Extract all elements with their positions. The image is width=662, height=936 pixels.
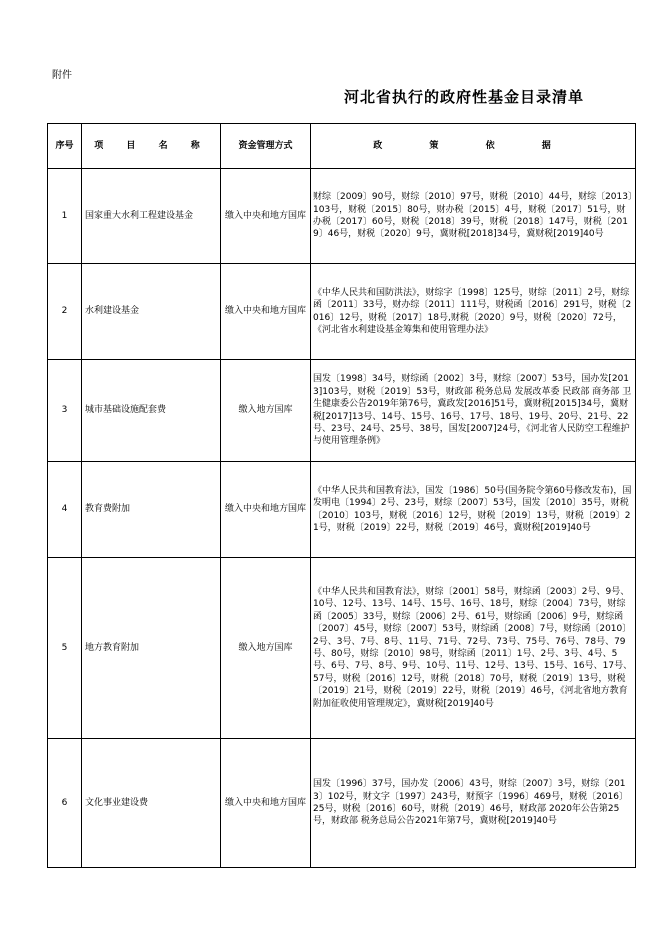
fund-management: 缴入地方国库 [221, 558, 311, 739]
row-number: 4 [48, 462, 82, 558]
item-name: 城市基础设施配套费 [82, 360, 221, 462]
table-header-row [48, 124, 636, 169]
column-header-basis: 政 策 依 据 [311, 124, 636, 169]
table-row [48, 558, 636, 739]
fund-management: 缴入地方国库 [221, 360, 311, 462]
fund-management: 缴入中央和地方国库 [221, 264, 311, 360]
table-row [48, 169, 636, 264]
fund-management: 缴入中央和地方国库 [221, 462, 311, 558]
item-name: 教育费附加 [82, 462, 221, 558]
policy-basis: 国发〔1998〕34号，财综函〔2002〕3号，财综〔2007〕53号，国办发[2013]103号，财税〔2019〕53号，财政部 税务总局 发展改革委 民政部 商务部 卫生健康委公告2019年第76号，冀政发[2016]51号，冀财税[2015]34号，冀财税[2017]13号、14号、15号、16号、17号、18号、19号、20号、21号、22号、23号、24号、25号、38号，国发[2007]24号，《河北省人民防空工程维护与使用管理条例》 [311, 360, 636, 462]
row-number: 2 [48, 264, 82, 360]
table-row [48, 739, 636, 868]
column-header-name: 项 目 名 称 [82, 124, 221, 169]
table-row [48, 264, 636, 360]
row-number: 5 [48, 558, 82, 739]
row-number: 6 [48, 739, 82, 868]
column-header-way: 资金管理方式 [221, 124, 311, 169]
fund-management: 缴入中央和地方国库 [221, 739, 311, 868]
item-name: 水利建设基金 [82, 264, 221, 360]
fund-catalog-table [47, 123, 636, 868]
column-header-no: 序号 [48, 124, 82, 169]
row-number: 3 [48, 360, 82, 462]
table-row [48, 462, 636, 558]
attachment-label: 附件 [52, 70, 72, 81]
item-name: 地方教育附加 [82, 558, 221, 739]
row-number: 1 [48, 169, 82, 264]
policy-basis: 财综〔2009〕90号，财综〔2010〕97号，财税〔2010〕44号，财综〔2013〕103号，财税〔2015〕80号，财办税〔2015〕4号，财税〔2017〕51号，财办税〔2017〕60号，财税〔2018〕39号，财税〔2018〕147号，财税〔2019〕46号，财税〔2020〕9号，冀财税[2018]34号，冀财税[2019]40号 [311, 169, 636, 264]
fund-management: 缴入中央和地方国库 [221, 169, 311, 264]
policy-basis: 《中华人民共和国教育法》，财综〔2001〕58号，财综函〔2003〕2号、9号、10号、12号、13号、14号、15号、16号、18号，财综〔2004〕73号，财综函〔2005〕33号，财综〔2006〕2号、61号，财综函〔2006〕9号，财综函〔2007〕45号，财综〔2007〕53号，财综函〔2008〕7号，财综函〔2010〕2号、3号、7号、8号、11号、71号、72号、73号、75号、76号、78号、79号、80号，财综〔2010〕98号，财综函〔2011〕1号、2号、3号、4号、5号、6号、7号、8号、9号、10号、11号、12号、13号、15号、16号、17号、57号，财税〔2016〕12号，财税〔2018〕70号，财税〔2019〕13号，财税〔2019〕21号，财税〔2019〕22号，财税〔2019〕46号，《河北省地方教育附加征收使用管理规定》，冀财税[2019]40号 [311, 558, 636, 739]
item-name: 文化事业建设费 [82, 739, 221, 868]
policy-basis: 《中华人民共和国防洪法》，财综字〔1998〕125号，财综〔2011〕2号，财综函〔2011〕33号，财办综〔2011〕111号，财税函〔2016〕291号，财税〔2016〕12号，财税〔2017〕18号,财税〔2020〕9号，财税〔2020〕72号，《河北省水利建设基金筹集和使用管理办法》 [311, 264, 636, 360]
policy-basis: 《中华人民共和国教育法》，国发〔1986〕50号(国务院令第60号修改发布)，国发明电〔1994〕2号、23号，财综〔2007〕53号，国发〔2010〕35号，财税〔2010〕103号，财税〔2016〕12号，财税〔2019〕13号，财税〔2019〕21号，财税〔2019〕22号，财税〔2019〕46号，冀财税[2019]40号 [311, 462, 636, 558]
policy-basis: 国发〔1996〕37号，国办发〔2006〕43号，财综〔2007〕3号，财综〔2013〕102号，财文字〔1997〕243号，财预字〔1996〕469号，财税〔2016〕25号，财税〔2016〕60号，财税〔2019〕46号，财政部 2020年公告第25号，财政部 税务总局公告2021年第7号，冀财税[2019]40号 [311, 739, 636, 868]
page-title: 河北省执行的政府性基金目录清单 [344, 88, 585, 106]
table-row [48, 360, 636, 462]
item-name: 国家重大水利工程建设基金 [82, 169, 221, 264]
